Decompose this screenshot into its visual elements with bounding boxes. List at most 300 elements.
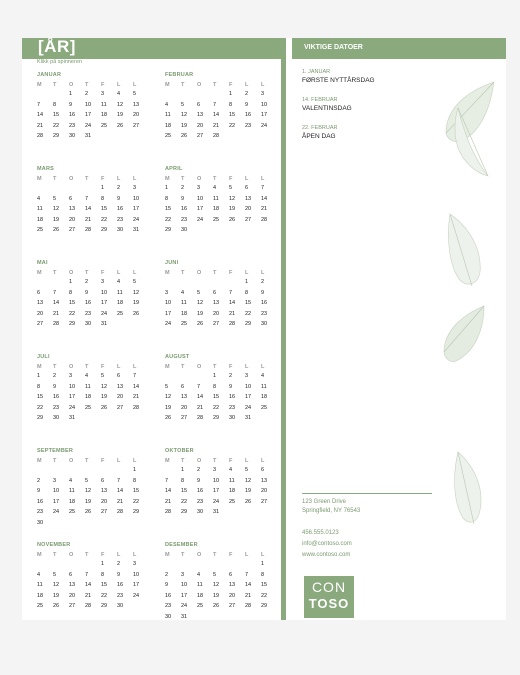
day-cell[interactable]: 20 [213,310,220,317]
day-cell[interactable]: 26 [181,133,188,140]
day-cell[interactable]: 3 [69,373,73,380]
day-cell[interactable]: 3 [245,373,249,380]
day-cell[interactable]: 8 [133,477,137,484]
day-cell[interactable]: 15 [261,582,268,589]
day-cell[interactable]: 1 [261,561,265,568]
day-cell[interactable]: 1 [245,279,249,286]
day-cell[interactable]: 13 [197,112,204,119]
day-cell[interactable]: 13 [133,101,140,108]
day-cell[interactable]: 1 [101,561,105,568]
day-cell[interactable] [245,131,261,142]
day-cell[interactable]: 11 [261,383,267,390]
day-cell[interactable]: 3 [213,467,217,474]
day-cell[interactable]: 15 [133,488,140,495]
day-cell[interactable]: 16 [85,300,92,307]
day-cell[interactable]: 10 [261,101,268,108]
day-cell[interactable]: 4 [117,279,121,286]
day-cell[interactable]: 23 [69,122,76,129]
day-cell[interactable]: 6 [229,571,233,578]
day-cell[interactable]: 23 [181,216,188,223]
important-date-name[interactable]: FØRSTE NYTTÅRSDAG [302,77,375,84]
day-cell[interactable]: 29 [213,415,220,422]
day-cell[interactable]: 1 [37,373,41,380]
day-cell[interactable]: 9 [37,488,41,495]
day-cell[interactable]: 21 [85,592,92,599]
day-cell[interactable]: 28 [213,133,220,140]
day-cell[interactable]: 16 [117,582,124,589]
day-cell[interactable]: 30 [69,133,76,140]
day-cell[interactable]: 18 [37,592,44,599]
day-cell[interactable]: 24 [213,498,220,505]
day-cell[interactable] [261,413,277,424]
day-cell[interactable]: 8 [261,571,265,578]
day-cell[interactable]: 27 [69,603,76,610]
day-cell[interactable]: 13 [213,300,220,307]
day-cell[interactable]: 10 [69,383,76,390]
day-cell[interactable] [133,413,149,424]
day-cell[interactable]: 11 [101,101,107,108]
day-cell[interactable]: 24 [101,310,108,317]
day-cell[interactable]: 1 [181,467,185,474]
day-cell[interactable]: 3 [261,91,265,98]
day-cell[interactable] [133,601,149,612]
contact-phone[interactable]: 456.555.0123 [302,530,339,536]
day-cell[interactable]: 6 [101,477,105,484]
day-cell[interactable]: 11 [213,195,219,202]
day-cell[interactable]: 4 [37,195,41,202]
day-cell[interactable]: 22 [69,310,76,317]
day-cell[interactable] [229,559,245,570]
day-cell[interactable]: 13 [101,488,108,495]
day-cell[interactable]: 2 [261,279,265,286]
day-cell[interactable]: 28 [37,133,44,140]
day-cell[interactable]: 24 [245,404,252,411]
day-cell[interactable]: 30 [85,321,92,328]
day-cell[interactable]: 7 [245,571,249,578]
day-cell[interactable]: 1 [101,185,105,192]
day-cell[interactable]: 8 [101,195,105,202]
day-cell[interactable]: 13 [229,582,236,589]
day-cell[interactable]: 4 [261,373,265,380]
day-cell[interactable]: 17 [181,592,188,599]
day-cell[interactable]: 12 [53,206,60,213]
day-cell[interactable]: 21 [117,498,124,505]
day-cell[interactable]: 23 [85,310,92,317]
day-cell[interactable]: 12 [101,383,108,390]
day-cell[interactable]: 30 [261,321,268,328]
day-cell[interactable] [197,89,213,100]
day-cell[interactable]: 19 [85,498,92,505]
day-cell[interactable]: 3 [181,571,185,578]
day-cell[interactable]: 22 [181,498,188,505]
day-cell[interactable]: 28 [165,509,172,516]
day-cell[interactable]: 13 [117,383,124,390]
day-cell[interactable]: 4 [197,571,201,578]
day-cell[interactable]: 5 [229,185,233,192]
day-cell[interactable]: 22 [261,592,268,599]
day-cell[interactable] [245,507,261,518]
day-cell[interactable] [165,371,181,382]
day-cell[interactable]: 13 [261,477,268,484]
day-cell[interactable]: 5 [53,195,57,202]
day-cell[interactable]: 23 [53,404,60,411]
day-cell[interactable] [165,559,181,570]
day-cell[interactable]: 17 [53,498,60,505]
day-cell[interactable]: 29 [133,509,140,516]
day-cell[interactable]: 18 [197,592,204,599]
day-cell[interactable] [197,612,213,623]
day-cell[interactable]: 17 [101,300,108,307]
day-cell[interactable]: 29 [69,321,76,328]
day-cell[interactable]: 1 [165,185,169,192]
day-cell[interactable]: 23 [117,216,124,223]
day-cell[interactable]: 8 [69,289,73,296]
day-cell[interactable] [37,89,53,100]
day-cell[interactable]: 28 [229,321,236,328]
important-date-name[interactable]: ÅPEN DAG [302,133,336,140]
day-cell[interactable]: 3 [53,477,57,484]
day-cell[interactable]: 20 [69,592,76,599]
day-cell[interactable] [245,612,261,623]
day-cell[interactable]: 16 [37,498,44,505]
day-cell[interactable]: 27 [213,321,220,328]
day-cell[interactable]: 18 [261,394,268,401]
day-cell[interactable]: 24 [165,321,172,328]
day-cell[interactable]: 10 [165,300,172,307]
day-cell[interactable]: 11 [117,289,123,296]
day-cell[interactable]: 26 [101,404,108,411]
day-cell[interactable] [197,559,213,570]
day-cell[interactable]: 9 [261,289,265,296]
day-cell[interactable]: 12 [165,394,172,401]
day-cell[interactable] [69,465,85,476]
day-cell[interactable]: 28 [261,216,268,223]
day-cell[interactable]: 14 [261,195,268,202]
day-cell[interactable]: 12 [181,112,188,119]
day-cell[interactable]: 14 [213,112,220,119]
day-cell[interactable]: 7 [85,195,89,202]
day-cell[interactable]: 18 [37,216,44,223]
day-cell[interactable] [229,612,245,623]
day-cell[interactable]: 25 [37,603,44,610]
day-cell[interactable]: 5 [133,279,137,286]
day-cell[interactable]: 31 [69,415,76,422]
day-cell[interactable]: 10 [133,571,140,578]
day-cell[interactable]: 10 [85,101,92,108]
day-cell[interactable]: 17 [133,582,140,589]
day-cell[interactable]: 21 [37,122,44,129]
day-cell[interactable]: 24 [85,122,92,129]
day-cell[interactable] [261,612,277,623]
day-cell[interactable]: 21 [133,394,140,401]
day-cell[interactable] [165,465,181,476]
day-cell[interactable]: 15 [165,206,172,213]
day-cell[interactable]: 19 [245,488,252,495]
day-cell[interactable]: 1 [133,467,137,474]
day-cell[interactable]: 11 [197,582,203,589]
day-cell[interactable]: 17 [197,206,204,213]
day-cell[interactable]: 2 [117,561,121,568]
day-cell[interactable] [197,277,213,288]
day-cell[interactable]: 20 [197,122,204,129]
day-cell[interactable]: 3 [133,561,137,568]
day-cell[interactable]: 9 [69,101,73,108]
day-cell[interactable]: 25 [181,321,188,328]
day-cell[interactable]: 28 [117,509,124,516]
day-cell[interactable]: 29 [181,509,188,516]
day-cell[interactable]: 8 [37,383,41,390]
day-cell[interactable]: 17 [133,206,140,213]
day-cell[interactable] [213,559,229,570]
day-cell[interactable]: 30 [197,509,204,516]
day-cell[interactable]: 10 [181,582,188,589]
day-cell[interactable]: 4 [229,467,233,474]
day-cell[interactable]: 16 [245,112,252,119]
day-cell[interactable]: 3 [133,185,137,192]
day-cell[interactable]: 26 [53,227,60,234]
day-cell[interactable]: 18 [69,498,76,505]
day-cell[interactable]: 8 [101,571,105,578]
day-cell[interactable]: 2 [85,279,89,286]
day-cell[interactable]: 9 [53,383,57,390]
day-cell[interactable]: 6 [69,571,73,578]
day-cell[interactable]: 7 [133,373,137,380]
day-cell[interactable] [181,371,197,382]
day-cell[interactable]: 23 [197,498,204,505]
day-cell[interactable]: 30 [53,415,60,422]
day-cell[interactable]: 11 [37,582,43,589]
day-cell[interactable]: 20 [117,394,124,401]
day-cell[interactable] [229,225,245,236]
day-cell[interactable]: 2 [117,185,121,192]
day-cell[interactable] [101,518,117,529]
day-cell[interactable]: 15 [213,394,220,401]
day-cell[interactable]: 11 [69,488,75,495]
day-cell[interactable]: 12 [117,101,124,108]
day-cell[interactable]: 28 [245,603,252,610]
day-cell[interactable]: 10 [197,195,204,202]
day-cell[interactable]: 24 [133,216,140,223]
day-cell[interactable]: 29 [245,321,252,328]
day-cell[interactable] [37,277,53,288]
day-cell[interactable]: 16 [261,300,268,307]
day-cell[interactable]: 18 [181,310,188,317]
day-cell[interactable]: 18 [101,112,108,119]
day-cell[interactable]: 19 [181,122,188,129]
day-cell[interactable]: 16 [229,394,236,401]
day-cell[interactable]: 30 [37,519,44,526]
day-cell[interactable]: 30 [117,227,124,234]
day-cell[interactable] [53,465,69,476]
day-cell[interactable]: 24 [53,509,60,516]
day-cell[interactable]: 6 [213,289,217,296]
day-cell[interactable]: 27 [133,122,140,129]
day-cell[interactable]: 26 [117,122,124,129]
year-placeholder[interactable]: [ÅR] [38,37,76,56]
day-cell[interactable]: 25 [85,404,92,411]
day-cell[interactable] [69,559,85,570]
day-cell[interactable]: 27 [69,227,76,234]
day-cell[interactable]: 21 [229,310,236,317]
day-cell[interactable]: 20 [37,310,44,317]
day-cell[interactable]: 8 [181,477,185,484]
day-cell[interactable]: 31 [181,613,188,620]
day-cell[interactable]: 15 [181,488,188,495]
day-cell[interactable]: 19 [53,592,60,599]
day-cell[interactable]: 11 [181,300,187,307]
day-cell[interactable]: 30 [165,613,172,620]
day-cell[interactable]: 26 [53,603,60,610]
day-cell[interactable]: 5 [213,571,217,578]
day-cell[interactable] [213,277,229,288]
day-cell[interactable]: 7 [197,383,201,390]
day-cell[interactable]: 31 [133,227,140,234]
day-cell[interactable]: 31 [101,321,108,328]
day-cell[interactable]: 16 [53,394,60,401]
day-cell[interactable]: 8 [213,383,217,390]
day-cell[interactable] [117,131,133,142]
day-cell[interactable]: 25 [101,122,108,129]
day-cell[interactable]: 22 [165,216,172,223]
day-cell[interactable]: 29 [53,133,60,140]
day-cell[interactable] [245,559,261,570]
day-cell[interactable]: 20 [181,404,188,411]
day-cell[interactable]: 14 [229,300,236,307]
day-cell[interactable]: 21 [197,404,204,411]
day-cell[interactable]: 29 [37,415,44,422]
day-cell[interactable]: 10 [245,383,252,390]
day-cell[interactable]: 10 [53,488,60,495]
day-cell[interactable] [37,183,53,194]
day-cell[interactable]: 29 [101,603,108,610]
day-cell[interactable]: 14 [165,488,172,495]
day-cell[interactable] [85,413,101,424]
day-cell[interactable]: 5 [245,467,249,474]
day-cell[interactable]: 7 [37,101,41,108]
day-cell[interactable]: 10 [213,477,220,484]
day-cell[interactable]: 7 [165,477,169,484]
day-cell[interactable] [101,465,117,476]
day-cell[interactable]: 14 [197,394,204,401]
day-cell[interactable]: 29 [165,227,172,234]
day-cell[interactable]: 15 [37,394,44,401]
day-cell[interactable]: 1 [69,91,73,98]
day-cell[interactable]: 26 [133,310,140,317]
day-cell[interactable]: 19 [229,206,236,213]
day-cell[interactable] [69,183,85,194]
day-cell[interactable]: 22 [53,122,60,129]
day-cell[interactable]: 10 [133,195,140,202]
day-cell[interactable] [261,507,277,518]
day-cell[interactable]: 10 [101,289,108,296]
day-cell[interactable]: 16 [181,206,188,213]
day-cell[interactable] [101,413,117,424]
day-cell[interactable] [165,89,181,100]
day-cell[interactable]: 17 [213,488,220,495]
day-cell[interactable]: 15 [69,300,76,307]
day-cell[interactable]: 8 [229,101,233,108]
day-cell[interactable]: 19 [101,394,108,401]
day-cell[interactable]: 16 [197,488,204,495]
day-cell[interactable]: 2 [197,467,201,474]
day-cell[interactable]: 6 [245,185,249,192]
day-cell[interactable] [229,507,245,518]
day-cell[interactable]: 2 [229,373,233,380]
day-cell[interactable]: 14 [245,582,252,589]
day-cell[interactable] [197,371,213,382]
day-cell[interactable] [85,183,101,194]
day-cell[interactable]: 11 [85,383,91,390]
day-cell[interactable]: 12 [245,477,252,484]
day-cell[interactable]: 18 [229,488,236,495]
day-cell[interactable]: 24 [181,603,188,610]
day-cell[interactable]: 3 [101,279,105,286]
day-cell[interactable]: 28 [197,415,204,422]
day-cell[interactable]: 25 [69,509,76,516]
day-cell[interactable] [117,465,133,476]
day-cell[interactable]: 23 [245,122,252,129]
day-cell[interactable]: 14 [85,206,92,213]
day-cell[interactable]: 12 [53,582,60,589]
day-cell[interactable]: 17 [261,112,268,119]
day-cell[interactable]: 6 [197,101,201,108]
day-cell[interactable]: 4 [37,571,41,578]
day-cell[interactable]: 20 [245,206,252,213]
day-cell[interactable]: 17 [85,112,92,119]
day-cell[interactable]: 14 [85,582,92,589]
day-cell[interactable] [181,559,197,570]
day-cell[interactable]: 3 [101,91,105,98]
day-cell[interactable]: 23 [117,592,124,599]
day-cell[interactable]: 24 [69,404,76,411]
day-cell[interactable]: 17 [245,394,252,401]
day-cell[interactable]: 13 [37,300,44,307]
day-cell[interactable]: 15 [101,206,108,213]
day-cell[interactable]: 13 [69,206,76,213]
day-cell[interactable]: 6 [37,289,41,296]
day-cell[interactable]: 3 [197,185,201,192]
day-cell[interactable]: 22 [213,404,220,411]
day-cell[interactable] [181,277,197,288]
day-cell[interactable]: 9 [181,195,185,202]
day-cell[interactable]: 9 [229,383,233,390]
day-cell[interactable] [53,277,69,288]
day-cell[interactable] [213,612,229,623]
day-cell[interactable]: 5 [133,91,137,98]
day-cell[interactable]: 1 [213,373,217,380]
day-cell[interactable]: 12 [197,300,204,307]
day-cell[interactable]: 9 [117,571,121,578]
day-cell[interactable]: 21 [53,310,60,317]
day-cell[interactable]: 28 [133,404,140,411]
day-cell[interactable]: 22 [101,216,108,223]
day-cell[interactable]: 31 [245,415,252,422]
day-cell[interactable]: 30 [229,415,236,422]
day-cell[interactable]: 14 [53,300,60,307]
day-cell[interactable]: 12 [229,195,236,202]
day-cell[interactable]: 9 [197,477,201,484]
day-cell[interactable]: 23 [261,310,268,317]
day-cell[interactable]: 2 [85,91,89,98]
day-cell[interactable]: 27 [181,415,188,422]
day-cell[interactable]: 4 [69,477,73,484]
day-cell[interactable]: 19 [117,112,124,119]
day-cell[interactable]: 27 [261,498,268,505]
day-cell[interactable] [53,183,69,194]
day-cell[interactable]: 14 [37,112,44,119]
contact-email[interactable]: info@contoso.com [302,541,352,547]
day-cell[interactable]: 19 [213,592,220,599]
